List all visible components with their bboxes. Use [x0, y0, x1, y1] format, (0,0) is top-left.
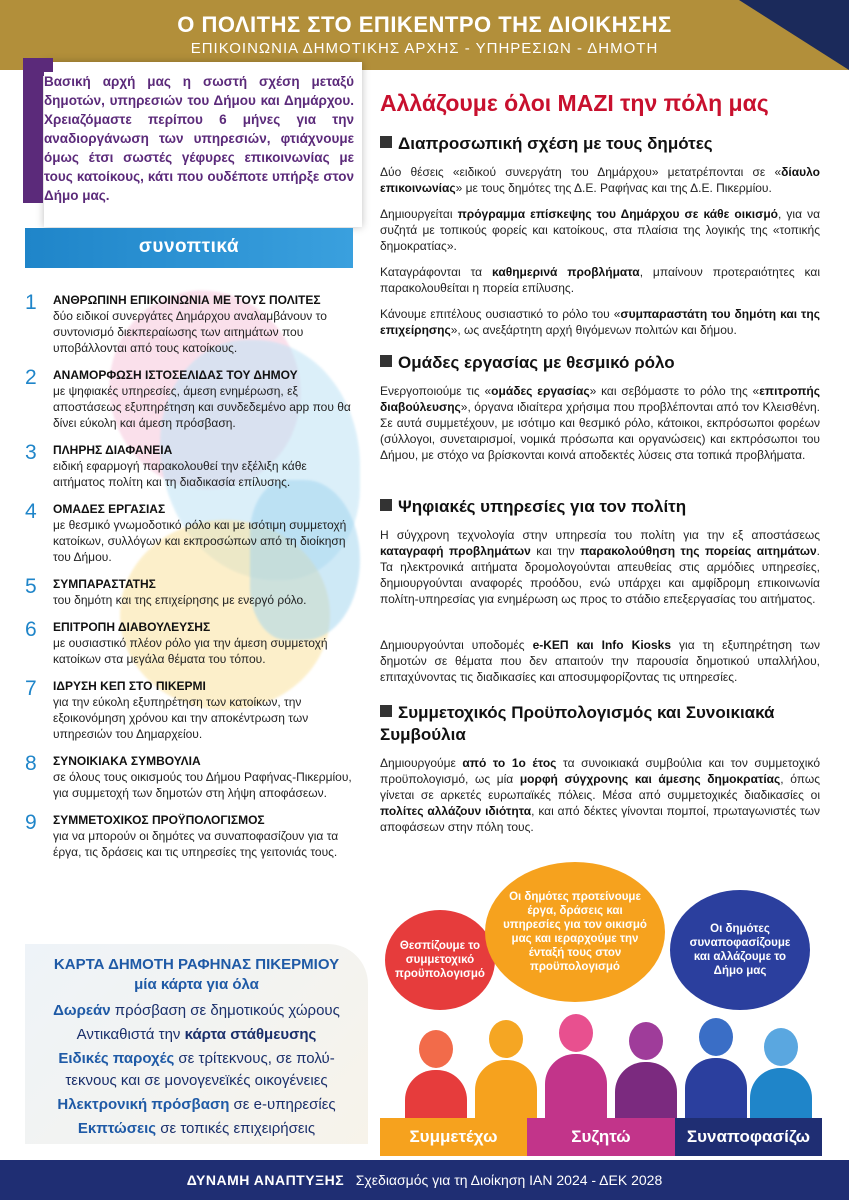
item-title: ΟΜΑΔΕΣ ΕΡΓΑΣΙΑΣ [53, 502, 166, 516]
card-title: ΚΑΡΤΑ ΔΗΜΟΤΗ ΡΑΦΗΝΑΣ ΠΙΚΕΡΜΙΟΥ [53, 956, 340, 973]
item-title: ΑΝΘΡΩΠΙΝΗ ΕΠΙΚΟΙΝΩΝΙΑ ΜΕ ΤΟΥΣ ΠΟΛΙΤΕΣ [53, 293, 321, 307]
square-bullet-icon [380, 136, 392, 148]
header-corner-decoration [739, 0, 849, 70]
item-description: με θεσμικό γνωμοδοτικό ρόλο και με ισότιμη συμμετοχή κατοίκων, συλλόγων και εκπροσώπων από τη διοίκηση του Δήμου. [53, 518, 347, 564]
square-bullet-icon [380, 705, 392, 717]
card-line-bold: Ειδικές παροχές [58, 1050, 175, 1067]
section-heading-text: Συμμετοχικός Προϋπολογισμός και Συνοικιακά Συμβούλια [380, 703, 775, 744]
footer-text: Σχεδιασμός για τη Διοίκηση ΙΑΝ 2024 - ΔΕΚ 2028 [355, 1172, 663, 1188]
item-number: 2 [25, 366, 37, 389]
item-title: ΠΛΗΡΗΣ ΔΙΑΦΑΝΕΙΑ [53, 443, 173, 457]
square-bullet-icon [380, 499, 392, 511]
card-line-bold: Ηλεκτρονική πρόσβαση [57, 1096, 230, 1113]
person-figure [545, 1014, 607, 1120]
item-title: ΣΥΝΟΙΚΙΑΚΑ ΣΥΜΒΟΥΛΙΑ [53, 754, 201, 768]
item-description: για να μπορούν οι δημότες να συναποφασίζουν για τα έργα, τις δράσεις και τις υπηρεσίες της γειτονιάς τους. [53, 829, 339, 859]
right-title: Αλλάζουμε όλοι ΜΑΖΙ την πόλη μας [380, 90, 769, 116]
paragraph: Κάνουμε επιτέλους ουσιαστικό το ρόλο του «συμπαραστάτη του δημότη και της επιχείρησης», ως ανεξάρτητη αρχή θιγόμενων πολιτών και δήμου. [380, 307, 820, 337]
card-subtitle: μία κάρτα για όλα [134, 976, 259, 993]
person-figure [685, 1018, 747, 1120]
section-heading-text: Ψηφιακές υπηρεσίες για τον πολίτη [398, 497, 687, 516]
citizen-card-box [25, 944, 368, 1144]
section-heading-text: Διαπροσωπική σχέση με τους δημότες [398, 134, 713, 153]
footer-brand: ΔΥΝΑΜΗ ΑΝΑΠΤΥΞΗΣ [186, 1172, 345, 1188]
paragraph: Δημιουργούμε από το 1ο έτος τα συνοικιακά συμβούλια και τον συμμετοχικό προϋπολογισμό, ως μία μορφή σύγχρονης και άμεσης δημοκρατίας, όπως γίνεται σε αρκετές ευρωπαϊκές πόλεις. Μέσα από συμμετοχικές διαδικασίες οι πολίτες αλλάζουν ιδιότητα, και από δέκτες γίνονται πομποί, πρωταγωνιστές των αποφάσεων στην πόλη τους. [380, 756, 820, 834]
section-heading [380, 702, 820, 746]
item-number: 5 [25, 575, 37, 598]
item-number: 1 [25, 291, 37, 314]
card-line [25, 1050, 368, 1067]
list-item [25, 368, 360, 431]
paragraph: Δημιουργούνται υποδομές e-ΚΕΠ και Info Kiosks για τη εξυπηρέτηση των δημοτών σε θέματα που δεν απαιτούν την παρουσία δημοτικού υπαλλήλου, επιταχύνοντας τις διαδικασίες και αποσυμφορίζοντας τις υπηρεσίες. [380, 638, 821, 684]
person-figure [405, 1030, 467, 1120]
item-number: 7 [25, 677, 37, 700]
list-item [25, 293, 360, 356]
square-bullet-icon [380, 355, 392, 367]
discuss-bar: Συζητώ [527, 1118, 675, 1156]
paragraph: Καταγράφονται τα καθημερινά προβλήματα, μπαίνουν προτεραιότητες και παρακολουθείται η πορεία επίλυσης. [380, 265, 821, 295]
card-line-text: τεκνους και σε μονογενεϊκές οικογένειες [65, 1072, 328, 1089]
section-heading [380, 134, 820, 154]
card-line-text: Αντικαθιστά την [76, 1026, 185, 1043]
item-number: 6 [25, 618, 37, 641]
item-title: ΣΥΜΜΕΤΟΧΙΚΟΣ ΠΡΟΫΠΟΛΟΓΙΣΜΟΣ [53, 813, 265, 827]
person-figure [750, 1028, 812, 1120]
list-item [25, 443, 360, 490]
card-line [25, 1002, 368, 1019]
item-title: ΕΠΙΤΡΟΠΗ ΔΙΑΒΟΥΛΕΥΣΗΣ [53, 620, 211, 634]
paragraph: Δημιουργείται πρόγραμμα επίσκεψης του Δημάρχου σε κάθε οικισμό, για να συζητά με τοπικούς φορείς και κατοίκους, στα πλαίσια της λογικής της «τοπικής δημοκρατίας». [380, 207, 821, 253]
item-number: 3 [25, 441, 37, 464]
item-description: ειδική εφαρμογή παρακολουθεί την εξέλιξη κάθε αιτήματος πολίτη και τη διαδικασία επίλυσης. [53, 459, 307, 489]
item-title: ΣΥΜΠΑΡΑΣΤΑΤΗΣ [53, 577, 156, 591]
section-heading-text: Ομάδες εργασίας με θεσμικό ρόλο [398, 353, 675, 372]
page-header [0, 0, 849, 70]
section-heading [380, 497, 820, 517]
list-item [25, 813, 360, 860]
item-description: δύο ειδικοί συνεργάτες Δημάρχου αναλαμβάνουν το συντονισμό διεκπεραίωσης των αιτημάτων που υποβάλλονται από τους κατοίκους. [53, 309, 327, 355]
item-number: 8 [25, 752, 37, 775]
card-line-text: σε e-υπηρεσίες [229, 1096, 336, 1113]
card-line-text: σε τρίτεκνους, σε πολύ- [174, 1050, 335, 1067]
card-line [25, 1120, 368, 1137]
card-line-bold: κάρτα στάθμευσης [184, 1026, 317, 1043]
item-description: του δημότη και της επιχείρησης με ενεργό ρόλο. [53, 593, 307, 607]
paragraph: Η σύγχρονη τεχνολογία στην υπηρεσία του πολίτη για την εξ αποστάσεως καταγραφή προβλημάτων και την παρακολούθηση της πορείας αιτημάτων. Τα ηλεκτρονικά αιτήματα δρομολογούνται απευθείας στις αρμόδιες υπηρεσίες, δημιουργούνται αναφορές προόδου, ενώ υπάρχει και αμφίδρομη επικοινωνία πολίτη-υπηρεσίας για ενημέρωση ως προς το στάδιο επεξεργασίας του αιτήματος. [380, 528, 820, 606]
list-item [25, 577, 360, 608]
intro-text: Βασική αρχή μας η σωστή σχέση μεταξύ δημοτών, υπηρεσιών του Δήμου και Δημάρχου. Χρειαζόμαστε περίπου 6 μήνες για την αναδιοργάνωση των υπηρεσιών, φτιάχνουμε όμως έτσι σωστές γέφυρες επικοινωνίας με τους κατοίκους, κάτι που ουδέποτε υπήρξε στον Δήμο μας. [44, 72, 354, 222]
card-line-text: σε τοπικές επιχειρήσεις [156, 1120, 316, 1137]
list-item [25, 620, 360, 667]
item-description: σε όλους τους οικισμούς του Δήμου Ραφήνας-Πικερμίου, για συμμετοχή των δημοτών στη λήψη αποφάσεων. [53, 770, 352, 800]
item-description: με ψηφιακές υπηρεσίες, άμεση ενημέρωση, εξ αποστάσεως εξυπηρέτηση και συνδεδεμένο app που θα δίνει εύκολη και άμεση πρόσβαση. [53, 384, 351, 430]
people-illustration [385, 1010, 825, 1120]
person-figure [615, 1022, 677, 1120]
item-description: με ουσιαστικό πλέον ρόλο για την άμεση συμμετοχή κατοίκων στα μεγάλα θέματα του τόπου. [53, 636, 328, 666]
section-heading [380, 353, 820, 373]
card-line [25, 1026, 368, 1043]
card-line-bold: Εκπτώσεις [77, 1120, 157, 1137]
card-line-text: πρόσβαση σε δημοτικούς χώρους [110, 1002, 340, 1019]
list-item [25, 754, 360, 801]
participate-bar: Συμμετέχω [380, 1118, 527, 1156]
summary-list [25, 293, 360, 872]
speech-bubble-orange: Οι δημότες προτείνουμε έργα, δράσεις και υπηρεσίες για τον οικισμό μας και ιεραρχούμε την ένταξή τους στον προϋπολογισμό [485, 862, 665, 1002]
item-number: 9 [25, 811, 37, 834]
card-line [25, 1072, 368, 1089]
paragraph: Δύο θέσεις «ειδικού συνεργάτη του Δημάρχου» μετατρέπονται σε «δίαυλο επικοινωνίας» με τους δημότες της Δ.Ε. Ραφήνας και της Δ.Ε. Πικερμίου. [380, 165, 820, 195]
page-subtitle: ΕΠΙΚΟΙΝΩΝΙΑ ΔΗΜΟΤΙΚΗΣ ΑΡΧΗΣ - ΥΠΗΡΕΣΙΩΝ - ΔΗΜΟΤΗ [190, 40, 659, 57]
item-number: 4 [25, 500, 37, 523]
page-footer [0, 1160, 849, 1200]
item-title: ΙΔΡΥΣΗ ΚΕΠ ΣΤΟ ΠΙΚΕΡΜΙ [53, 679, 206, 693]
speech-bubble-blue: Οι δημότες συναποφασίζουμε και αλλάζουμε το Δήμο μας [670, 890, 810, 1010]
intro-accent-left [23, 58, 43, 203]
paragraph: Ενεργοποιούμε τις «ομάδες εργασίας» και σεβόμαστε το ρόλο της «επιτροπής διαβούλευσης», όργανα ιδιαίτερα χρήσιμα που προβλέπονται από τον Κλεισθένη. Σε αυτά συμμετέχουν, με ισότιμο και θεσμικό ρόλο, κάτοικοι, εκπρόσωποι φορέων (σύλλογοι, συνεταιρισμοί, νομικά πρόσωπα και οργανώσεις) και εκπρόσωποι του Δήμου, με στόχο να βρίσκονται κοινά αποδεκτές λύσεις στα τοπικά προβλήματα. [380, 384, 820, 462]
speech-bubble-red: Θεσπίζουμε το συμμετοχικό προϋπολογισμό [385, 910, 495, 1010]
co-decide-bar: Συναποφασίζω [675, 1118, 822, 1156]
item-description: για την εύκολη εξυπηρέτηση των κατοίκων, την εξοικονόμηση χρόνου και την αποκέντρωση των υπηρεσιών του Δημαρχείου. [53, 695, 309, 741]
card-line-bold: Δωρεάν [53, 1002, 111, 1019]
card-line [25, 1096, 368, 1113]
list-item [25, 679, 360, 742]
person-figure [475, 1020, 537, 1120]
page-title: Ο ΠΟΛΙΤΗΣ ΣΤΟ ΕΠΙΚΕΝΤΡΟ ΤΗΣ ΔΙΟΙΚΗΣΗΣ [177, 12, 672, 37]
synoptika-heading: συνοπτικά [25, 228, 353, 268]
list-item [25, 502, 360, 565]
item-title: ΑΝΑΜΟΡΦΩΣΗ ΙΣΤΟΣΕΛΙΔΑΣ ΤΟΥ ΔΗΜΟΥ [53, 368, 298, 382]
